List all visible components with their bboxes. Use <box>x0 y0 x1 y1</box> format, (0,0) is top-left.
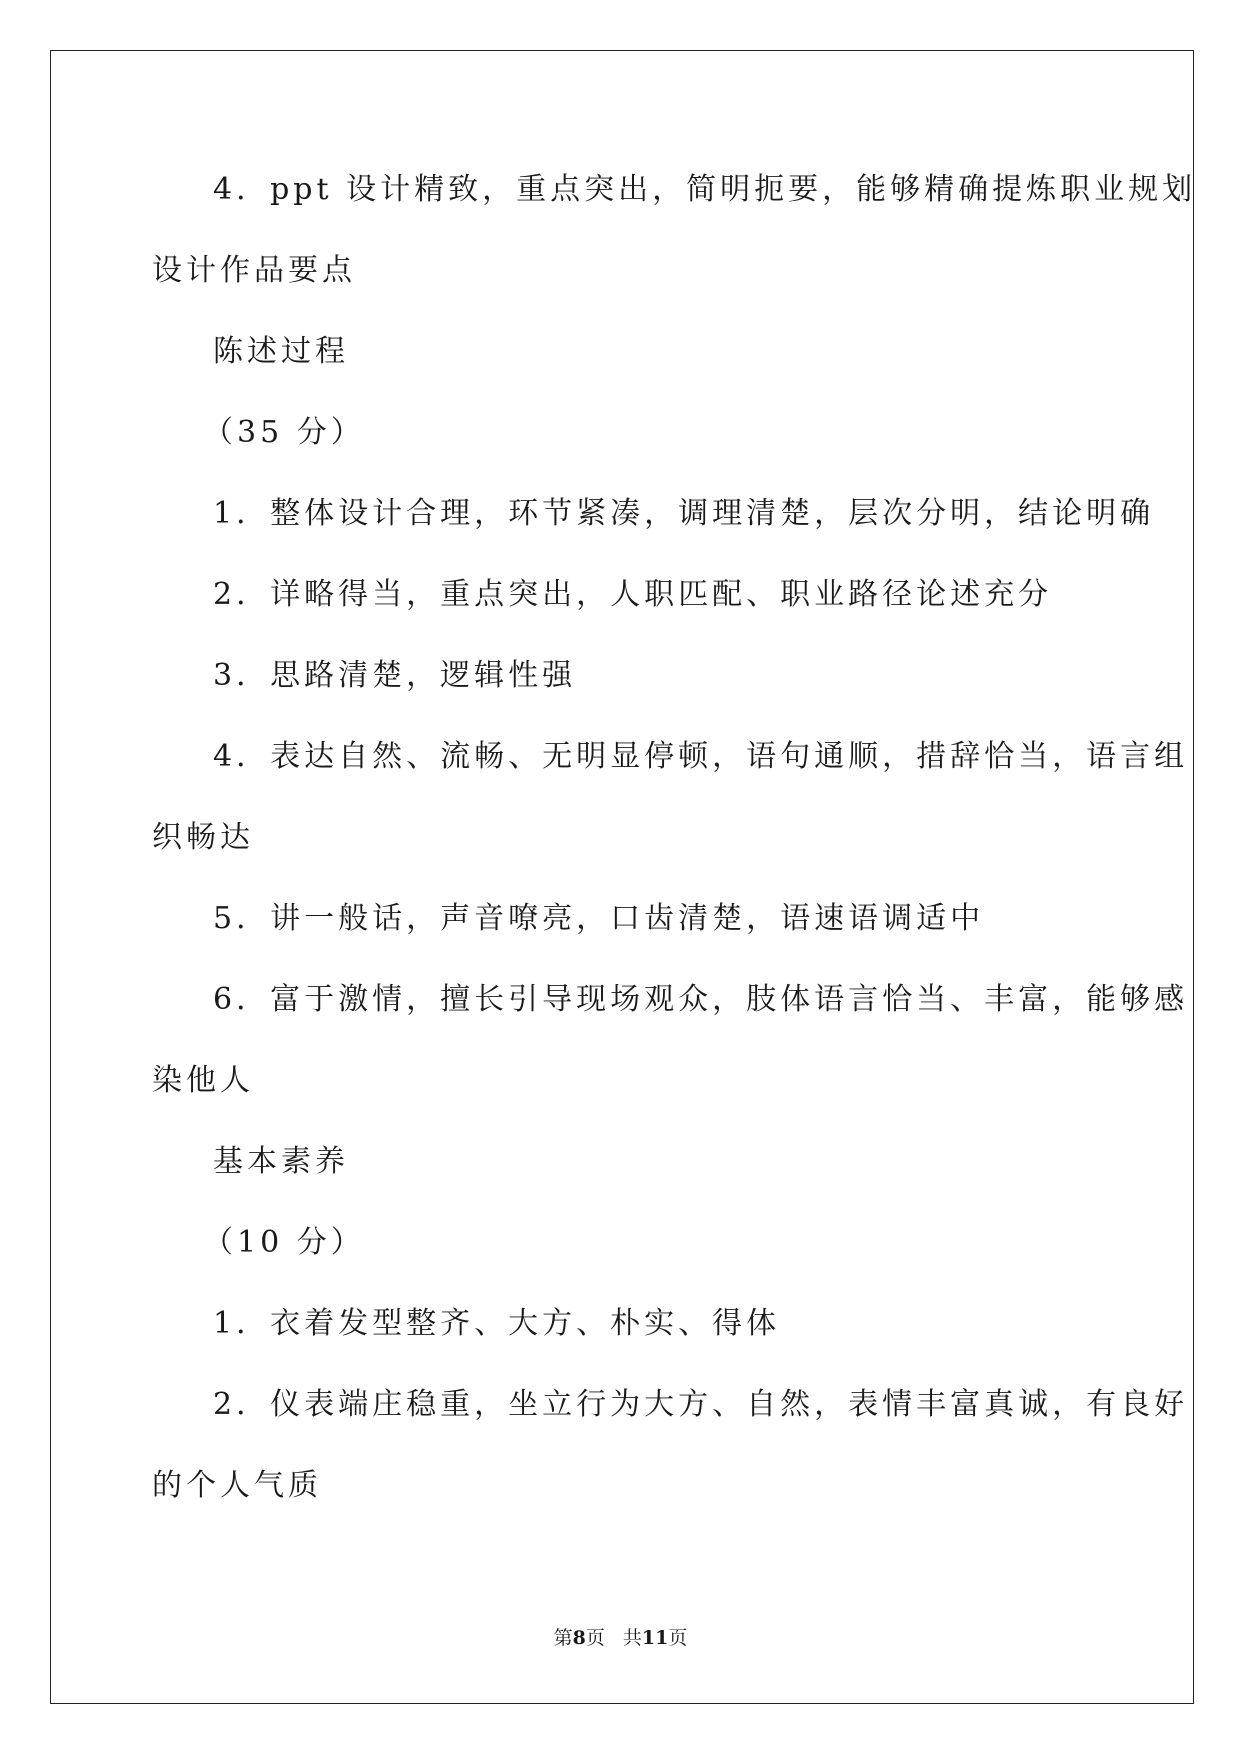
footer-prefix: 第 <box>553 1627 573 1649</box>
section-score-35: （35 分） <box>203 415 365 450</box>
footer-total-prefix: 共 <box>622 1627 642 1649</box>
text-line-10: 5．讲一般话，声音嘹亮，口齿清楚，语速语调适中 <box>213 901 985 936</box>
text-line-1: 4．ppt 设计精致，重点突出，简明扼要，能够精确提炼职业规划 <box>213 172 1197 207</box>
text-line-7: 3．思路清楚，逻辑性强 <box>213 658 577 693</box>
text-line-2: 设计作品要点 <box>152 253 356 288</box>
text-line-15: 1．衣着发型整齐、大方、朴实、得体 <box>213 1306 781 1341</box>
text-line-5: 1．整体设计合理，环节紧凑，调理清楚，层次分明，结论明确 <box>213 496 1155 531</box>
text-line-8: 4．表达自然、流畅、无明显停顿，语句通顺，措辞恰当，语言组 <box>213 739 1189 774</box>
footer-current-page: 8 <box>572 1627 586 1649</box>
footer-total-pages: 11 <box>641 1627 669 1649</box>
page-footer <box>0 1626 1241 1650</box>
text-line-6: 2．详略得当，重点突出，人职匹配、职业路径论述充分 <box>213 577 1053 612</box>
text-line-12: 染他人 <box>152 1063 254 1098</box>
section-score-10: （10 分） <box>203 1225 365 1260</box>
text-line-9: 织畅达 <box>152 820 254 855</box>
section-heading-presentation: 陈述过程 <box>213 334 349 369</box>
footer-page-word: 页 <box>585 1627 605 1649</box>
text-line-17: 的个人气质 <box>152 1468 322 1503</box>
text-line-16: 2．仪表端庄稳重，坐立行为大方、自然，表情丰富真诚，有良好 <box>213 1387 1189 1422</box>
footer-total-suffix: 页 <box>668 1627 688 1649</box>
text-line-11: 6．富于激情，擅长引导现场观众，肢体语言恰当、丰富，能够感 <box>213 982 1189 1017</box>
section-heading-basic-quality: 基本素养 <box>213 1144 349 1179</box>
page-border <box>50 50 1197 1704</box>
